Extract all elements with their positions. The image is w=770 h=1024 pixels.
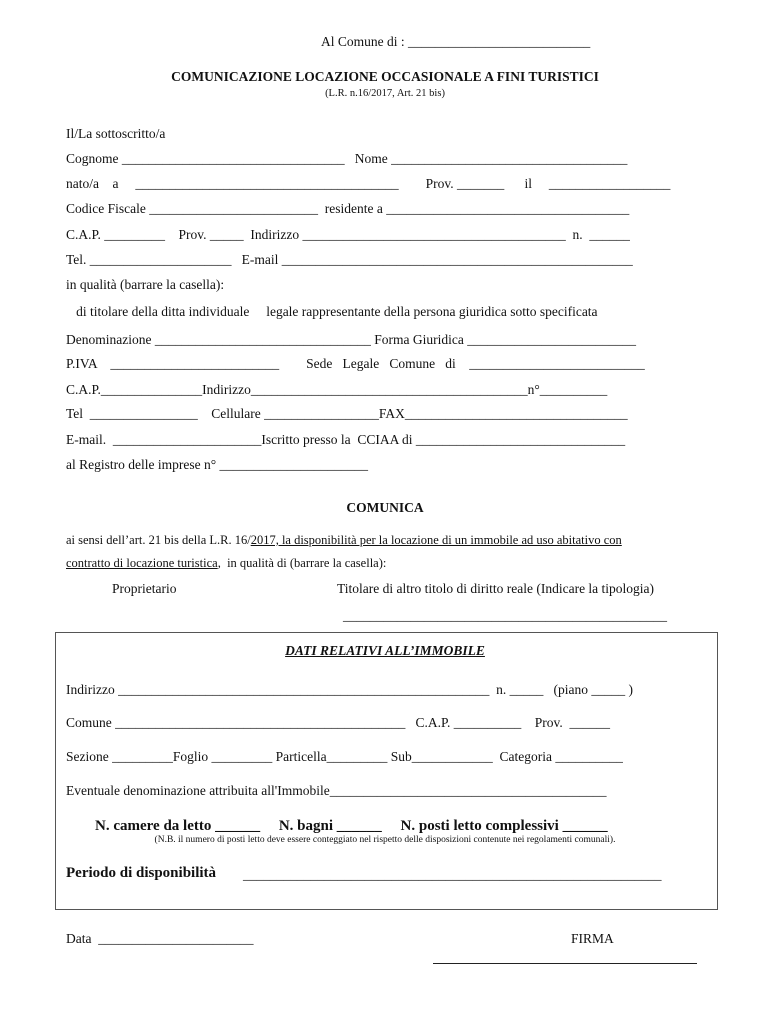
company-register-field[interactable]: al Registro delle imprese n° ______________________ [66,457,368,472]
option-owner[interactable]: Proprietario [112,581,177,596]
comunica-text2-underlined: contratto di locazione turistica [66,556,218,570]
option-other-blank[interactable]: ________________________________________________ [343,608,667,623]
signature-label: FIRMA [571,931,614,946]
beds-note: (N.B. il numero di posti letto deve essere conteggiato nel rispetto delle disposizioni contenute nei regolamenti comunali). [154,835,616,845]
comunica-text2-plain: , in qualità di (barrare la casella): [217,556,387,570]
birth-fields[interactable]: nato/a a _______________________________________ Prov. _______ il __________________ [66,176,671,191]
comunica-text1-plain: ai sensi dell’art. 21 bis della L.R. 16/ [66,533,251,547]
contact-fields[interactable]: Tel. _____________________ E-mail ____________________________________________________ [66,252,633,267]
comunica-text1-underlined: 2017, la disponibilità per la locazione di un immobile ad uso abitativo con [250,533,622,547]
signature-line[interactable] [433,963,697,964]
property-name-field[interactable]: Eventuale denominazione attribuita all'Immobile_________________________________________ [66,783,607,798]
document-subtitle: (L.R. n.16/2017, Art. 21 bis) [325,88,445,99]
vat-seat-fields[interactable]: P.IVA _________________________ Sede Legale Comune di __________________________ [66,356,645,371]
option-other-right[interactable]: Titolare di altro titolo di diritto reale (Indicare la tipologia) [337,581,655,596]
comunica-text-line1 [66,532,622,548]
property-comune-fields[interactable]: Comune ___________________________________________ C.A.P. __________ Prov. ______ [66,715,611,730]
room-count-fields[interactable]: N. camere da letto ______ N. bagni ______ N. posti letto complessivi ______ [95,818,608,834]
company-phone-fields[interactable]: Tel ________________ Cellulare _________________FAX_________________________________ [66,406,628,421]
comunica-text-line2 [66,555,386,571]
fiscal-code-residence-fields[interactable]: Codice Fiscale _________________________ residente a ____________________________________ [66,201,630,216]
cadastral-fields[interactable]: Sezione _________Foglio _________ Particella_________ Sub____________ Categoria __________ [66,749,623,764]
company-address-fields[interactable]: C.A.P._______________Indirizzo_________________________________________n°__________ [66,382,608,397]
role-prompt: in qualità (barrare la casella): [66,277,225,292]
document-title: COMUNICAZIONE LOCAZIONE OCCASIONALE A FINI TURISTICI [171,69,599,84]
availability-period-field[interactable]: ______________________________________________________________ [243,867,662,882]
availability-period-label: Periodo di disponibilità [66,865,217,881]
role-options[interactable]: di titolare della ditta individuale legale rappresentante della persona giuridica sotto specificata [66,304,598,319]
declarant-intro: Il/La sottoscritto/a [66,126,166,141]
property-address-fields[interactable]: Indirizzo _______________________________________________________ n. _____ (piano _____ ) [66,682,633,697]
company-email-cciaa-fields[interactable]: E-mail. ______________________Iscritto presso la CCIAA di _______________________________ [66,432,626,447]
comunica-heading: COMUNICA [346,500,424,515]
address-fields[interactable]: C.A.P. _________ Prov. _____ Indirizzo _______________________________________ n. ______ [66,227,630,242]
property-data-title: DATI RELATIVI ALL’IMMOBILE [285,643,485,658]
cognome-nome-fields[interactable]: Cognome _________________________________ Nome ___________________________________ [66,151,628,166]
company-name-fields[interactable]: Denominazione ________________________________ Forma Giuridica _________________________ [66,332,636,347]
comune-line[interactable]: Al Comune di : ___________________________ [321,34,591,49]
date-field[interactable]: Data _______________________ [66,931,254,946]
